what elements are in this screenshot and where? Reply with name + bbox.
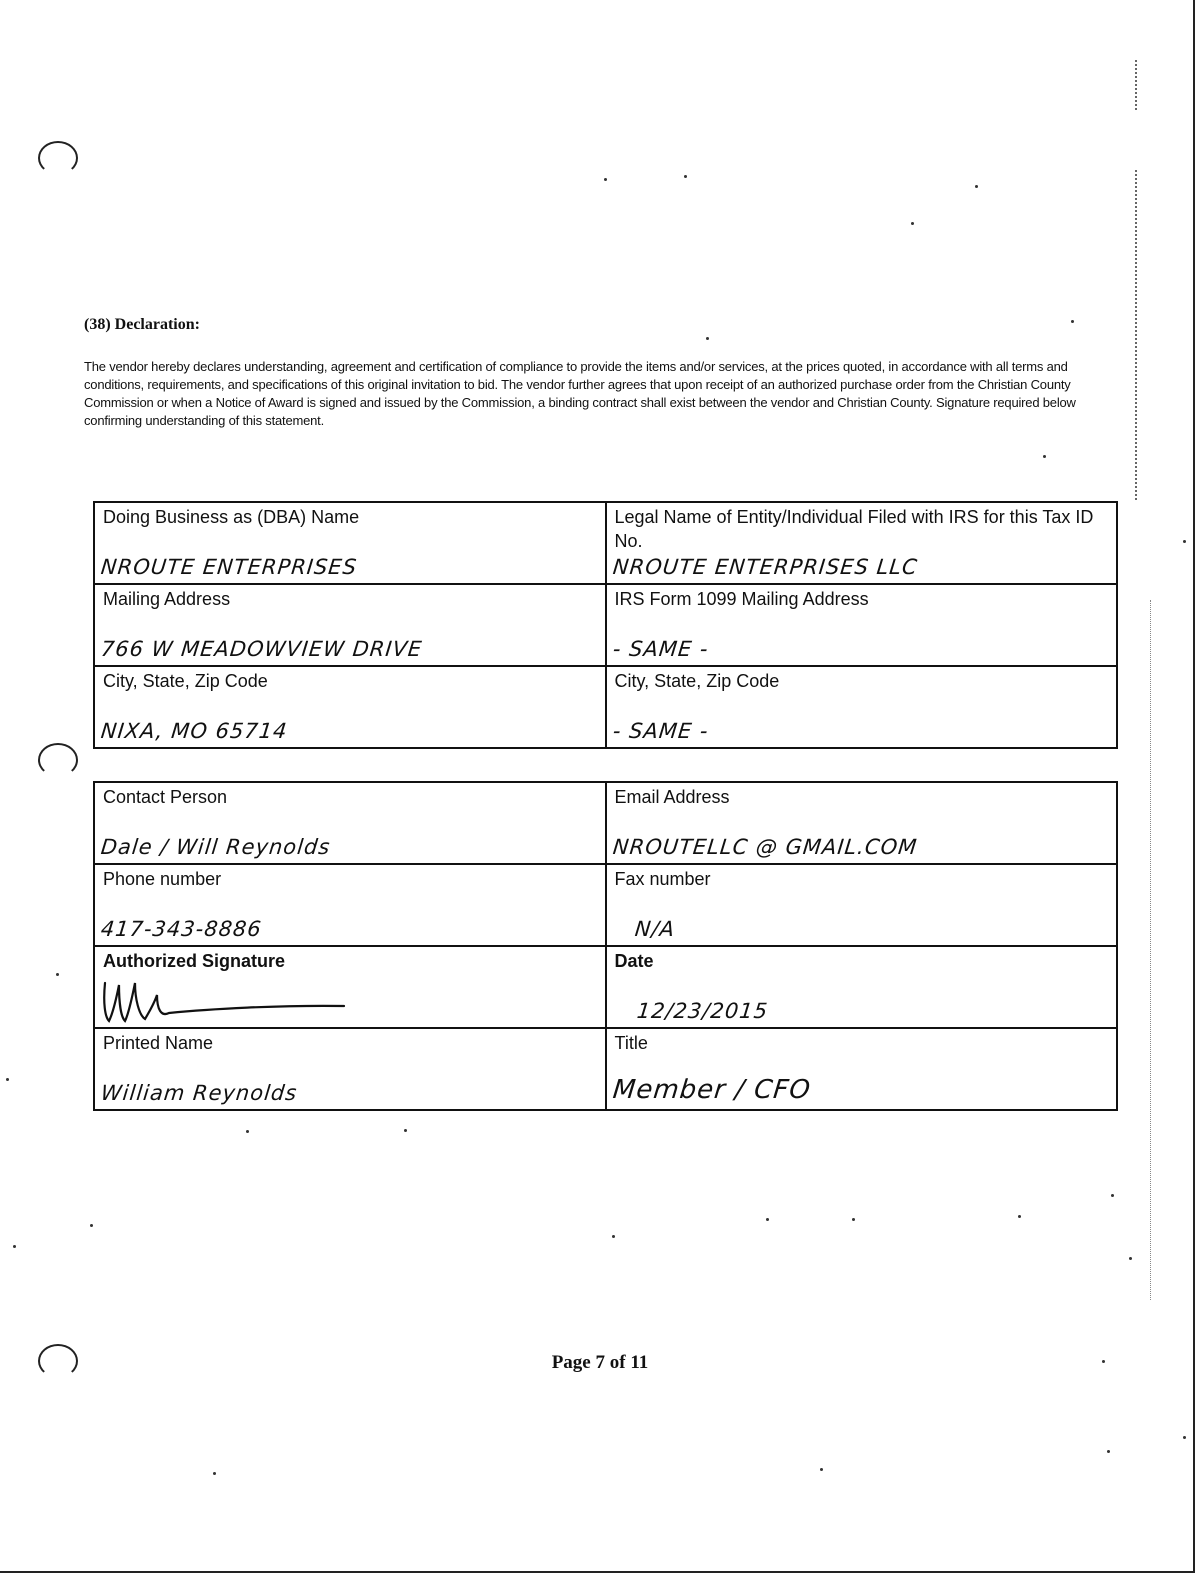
phone-label: Phone number [103, 869, 222, 889]
signature-cell [94, 946, 606, 1028]
scan-speck [1183, 1436, 1186, 1439]
fax-label: Fax number [614, 869, 711, 889]
printed-name-label: Printed Name [103, 1033, 214, 1053]
date-cell [606, 946, 1118, 1028]
scan-speck [404, 1129, 407, 1132]
title-cell [606, 1028, 1118, 1110]
irs-city-state-zip-cell [606, 666, 1118, 748]
mailing-address-cell [94, 584, 606, 666]
city-state-zip-label: City, State, Zip Code [103, 671, 268, 691]
fax-cell [606, 864, 1118, 946]
scan-speck [213, 1472, 216, 1475]
scan-speck [56, 973, 59, 976]
page-number: Page 7 of 11 [551, 1352, 649, 1373]
scan-speck [766, 1218, 769, 1221]
legal-name-label: Legal Name of Entity/Individual Filed with IRS for this Tax ID No. [614, 507, 1094, 551]
scan-speck [1111, 1194, 1114, 1197]
dba-value: NROUTE ENTERPRISES [99, 555, 359, 579]
scan-speck [90, 1224, 93, 1227]
dba-cell [94, 502, 606, 584]
irs-city-state-zip-value: - SAME - [611, 719, 710, 743]
mailing-address-label: Mailing Address [103, 589, 231, 609]
dba-label: Doing Business as (DBA) Name [103, 507, 360, 527]
page-edge-right [1193, 0, 1195, 1572]
email-label: Email Address [614, 787, 730, 807]
vendor-address-table [93, 501, 1118, 749]
city-state-zip-cell [94, 666, 606, 748]
date-value: 12/23/2015 [635, 999, 769, 1023]
punch-hole-middle [38, 743, 78, 777]
contact-person-label: Contact Person [103, 787, 228, 807]
scan-noise-edge [1135, 170, 1139, 500]
handwritten-signature [99, 973, 359, 1027]
scan-speck [6, 1078, 9, 1081]
scan-speck [1018, 1215, 1021, 1218]
date-label: Date [614, 951, 654, 971]
title-value: Member / CFO [610, 1075, 812, 1105]
printed-name-value: William Reynolds [99, 1081, 299, 1105]
scan-noise-edge [1135, 60, 1139, 110]
irs-mailing-address-cell [606, 584, 1118, 666]
scan-speck [684, 175, 687, 178]
scan-speck [1043, 455, 1046, 458]
city-state-zip-value: NIXA, MO 65714 [99, 719, 289, 743]
scan-speck [852, 1218, 855, 1221]
phone-cell [94, 864, 606, 946]
legal-name-cell [606, 502, 1118, 584]
scan-speck [612, 1235, 615, 1238]
fax-value: N/A [633, 917, 676, 941]
phone-value: 417-343-8886 [99, 917, 264, 941]
printed-name-cell [94, 1028, 606, 1110]
section-heading: (38) Declaration: [84, 316, 200, 333]
declaration-text: The vendor hereby declares understanding, agreement and certification of compliance to provide the items and/or services, at the prices quoted, in accordance with all terms and conditions, requirements, and specifications of this original invitation to bid. The vendor further agrees that upon receipt of an authorized purchase order from the Christian County Commission or when a Notice of Award is signed and issued by the Commission, a binding contract shall exist between the vendor and Christian County. Signature required below confirming understanding of this statement. [84, 359, 1076, 428]
title-label: Title [614, 1033, 648, 1053]
legal-name-value: NROUTE ENTERPRISES LLC [611, 555, 919, 579]
scan-noise-edge [1150, 600, 1153, 1300]
signature-label: Authorized Signature [103, 951, 286, 971]
scan-speck [1071, 320, 1074, 323]
scan-speck [975, 185, 978, 188]
punch-hole-top [38, 141, 78, 175]
scan-speck [820, 1468, 823, 1471]
scan-speck [911, 222, 914, 225]
scan-speck [604, 178, 607, 181]
mailing-address-value: 766 W MEADOWVIEW DRIVE [99, 637, 424, 661]
scan-speck [706, 337, 709, 340]
contact-person-cell [94, 782, 606, 864]
scan-speck [1107, 1450, 1110, 1453]
irs-mailing-address-label: IRS Form 1099 Mailing Address [614, 589, 869, 609]
page-edge-bottom [0, 1571, 1195, 1573]
irs-mailing-address-value: - SAME - [611, 637, 710, 661]
irs-city-state-zip-label: City, State, Zip Code [614, 671, 780, 691]
contact-signature-table [93, 781, 1118, 1111]
email-cell [606, 782, 1118, 864]
scan-speck [1183, 540, 1186, 543]
scan-speck [1129, 1257, 1132, 1260]
email-value: NROUTELLC @ GMAIL.COM [611, 835, 919, 859]
scan-speck [246, 1130, 249, 1133]
contact-person-value: Dale / Will Reynolds [99, 835, 332, 859]
scan-speck [13, 1245, 16, 1248]
